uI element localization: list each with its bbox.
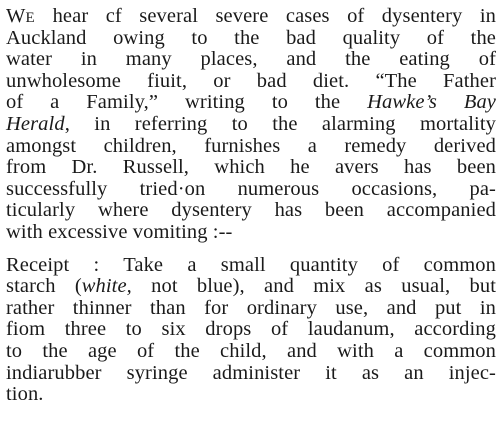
text-line: amongst children, furnishes a remedy derived	[6, 134, 496, 157]
paragraph-dysentery-report	[6, 6, 496, 244]
text-line: from Dr. Russell, which he avers has been	[6, 156, 496, 179]
text-line: indiarubber syringe administer it as an injec-	[6, 361, 496, 384]
text-line: with excessive vomiting :--	[6, 220, 233, 243]
text-line	[6, 276, 496, 298]
line-text: starch (	[6, 275, 82, 298]
text-line	[6, 92, 496, 114]
text-line: Auckland owing to the bad quality of the	[6, 26, 496, 49]
text-line: to the age of the child, and with a common	[6, 339, 496, 362]
newspaper-name: Hawke’s Bay	[367, 91, 496, 114]
text-line: rather thinner than for ordinary use, and put in	[6, 296, 496, 319]
text-line: water in many places, and the eating of	[6, 48, 496, 71]
drop-cap: W	[6, 5, 26, 27]
text-line: tion.	[6, 383, 44, 406]
small-caps: E	[25, 10, 36, 26]
text-line: ticularly where dysentery has been accompanied	[6, 199, 496, 222]
text-line	[6, 114, 496, 136]
article	[6, 6, 496, 406]
line-text: not blue), and mix as usual, but	[131, 275, 496, 298]
text-line: unwholesome fiuit, or bad diet. “The Father	[6, 69, 496, 92]
text-line: Receipt : Take a small quantity of common	[6, 253, 496, 276]
line-text: , in referring to the alarming mortality	[64, 112, 496, 135]
emphasis: white,	[81, 275, 132, 298]
paragraph-receipt	[6, 255, 496, 406]
text-line	[6, 6, 496, 28]
line-text: of a Family,” writing to the	[6, 91, 368, 114]
text-line: fiom three to six drops of laudanum, according	[6, 318, 496, 341]
line-text: hear cf several severe cases of dysentery in	[35, 5, 496, 27]
newspaper-name: Herald	[6, 112, 65, 135]
text-line: successfully tried·on numerous occasions, pa-	[6, 177, 496, 200]
